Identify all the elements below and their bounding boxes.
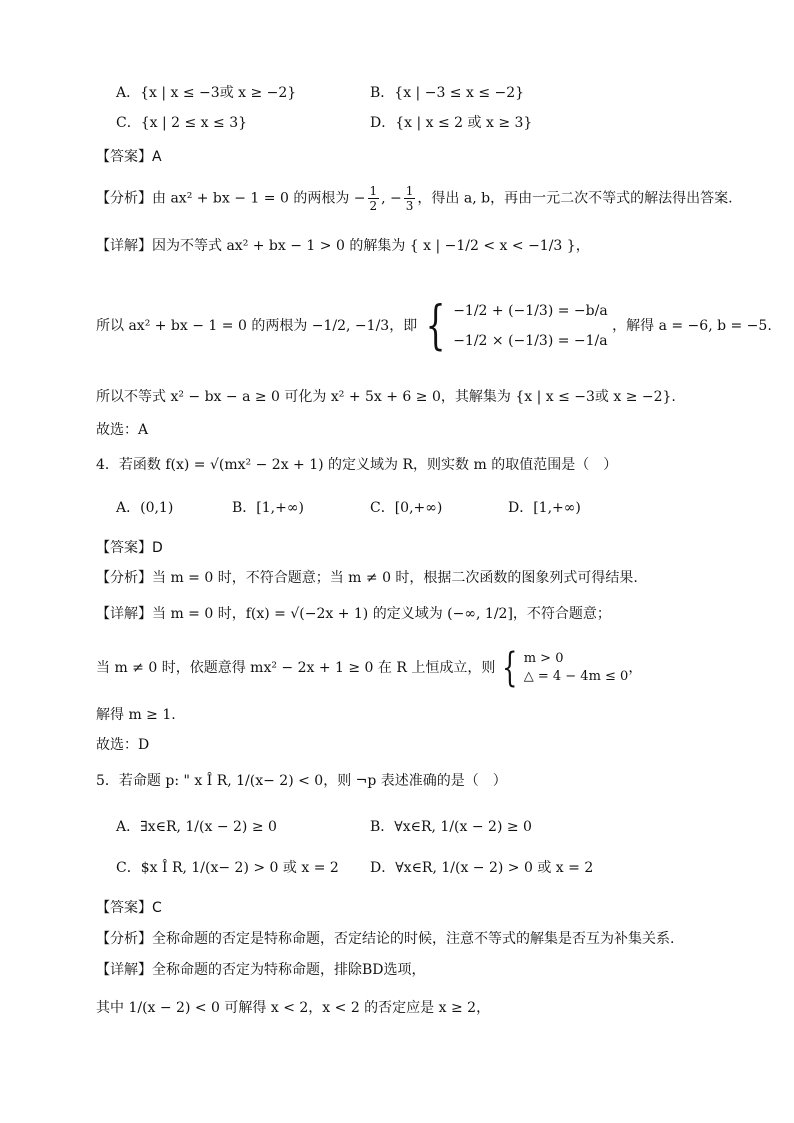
- q3-detail: 【详解】因为不等式 ax² + bx − 1 > 0 的解集为 { x | −1/2 < x < −1/3 }，: [96, 238, 590, 254]
- q4-option-c[interactable]: C．[0,+∞): [370, 500, 443, 516]
- q5-analysis: 【分析】全称命题的否定是特称命题，否定结论的时候，注意不等式的解集是否互为补集关系.: [96, 931, 675, 947]
- q5-option-c[interactable]: C．$x Î R, 1/(x− 2) > 0 或 x = 2: [116, 860, 339, 876]
- q3-choose: 故选：A: [96, 422, 149, 438]
- q4-detail: 【详解】当 m = 0 时，f(x) = √(−2x + 1) 的定义域为 (−∞, 1/2]，不符合题意；: [96, 606, 611, 622]
- q5-option-b[interactable]: B．∀x∈R, 1/(x − 2) ≥ 0: [370, 819, 532, 835]
- q3-conclusion: 所以不等式 x² − bx − a ≥ 0 可化为 x² + 5x + 6 ≥ 0，其解集为 {x | x ≤ −3或 x ≥ −2}.: [96, 389, 676, 405]
- q3-option-b[interactable]: B．{x | −3 ≤ x ≤ −2}: [370, 85, 525, 101]
- q4-case2: 当 m ≠ 0 时，依题意得 mx² − 2x + 1 ≥ 0 在 R 上恒成立，则 { m > 0 △ = 4 − 4m ≤ 0 ，: [96, 645, 643, 691]
- q4-option-b[interactable]: B．[1,+∞): [232, 500, 304, 516]
- q5-detail: 【详解】全称命题的否定为特称命题，排除BD选项，: [96, 962, 426, 978]
- q5-answer: 【答案】C: [96, 900, 162, 916]
- q5-question: 5．若命题 p: " x Î R, 1/(x− 2) < 0，则 ¬p 表述准确的是（ ）: [96, 773, 507, 789]
- q4-answer: 【答案】D: [96, 540, 163, 556]
- q3-roots: 所以 ax² + bx − 1 = 0 的两根为 −1/2, −1/3，即 { −1/2 + (−1/3) = −b/a −1/2 × (−1/3) = −1/a ，解得 a = −6, b = −5.: [96, 296, 772, 356]
- q4-option-d[interactable]: D．[1,+∞): [508, 500, 581, 516]
- q3-analysis: 【分析】由 ax² + bx − 1 = 0 的两根为 − $\frac{1}{2}$ , − $\frac{1}{3}$ ，得出 a, b，再由一元二次不等式的解法得出答案.: [96, 184, 733, 213]
- q5-last: 其中 1/(x − 2) < 0 可解得 x < 2，x < 2 的否定应是 x ≥ 2，: [96, 1000, 491, 1016]
- q5-option-a[interactable]: A．∃x∈R, 1/(x − 2) ≥ 0: [116, 819, 277, 835]
- q4-result: 解得 m ≥ 1.: [96, 707, 176, 723]
- q5-option-d[interactable]: D．∀x∈R, 1/(x − 2) > 0 或 x = 2: [370, 860, 594, 876]
- q3-answer: 【答案】A: [96, 149, 162, 165]
- q4-option-a[interactable]: A．(0,1): [116, 500, 174, 516]
- q4-choose: 故选：D: [96, 737, 150, 753]
- q4-analysis: 【分析】当 m = 0 时，不符合题意；当 m ≠ 0 时，根据二次函数的图象列式可得结果.: [96, 570, 638, 586]
- q4-question: 4．若函数 f(x) = √(mx² − 2x + 1) 的定义域为 R，则实数 m 的取值范围是（ ）: [96, 457, 618, 473]
- q3-option-a[interactable]: A．{x | x ≤ −3或 x ≥ −2}: [116, 85, 297, 101]
- q3-option-c[interactable]: C．{x | 2 ≤ x ≤ 3}: [116, 115, 248, 131]
- q3-option-d[interactable]: D．{x | x ≤ 2 或 x ≥ 3}: [370, 115, 533, 131]
